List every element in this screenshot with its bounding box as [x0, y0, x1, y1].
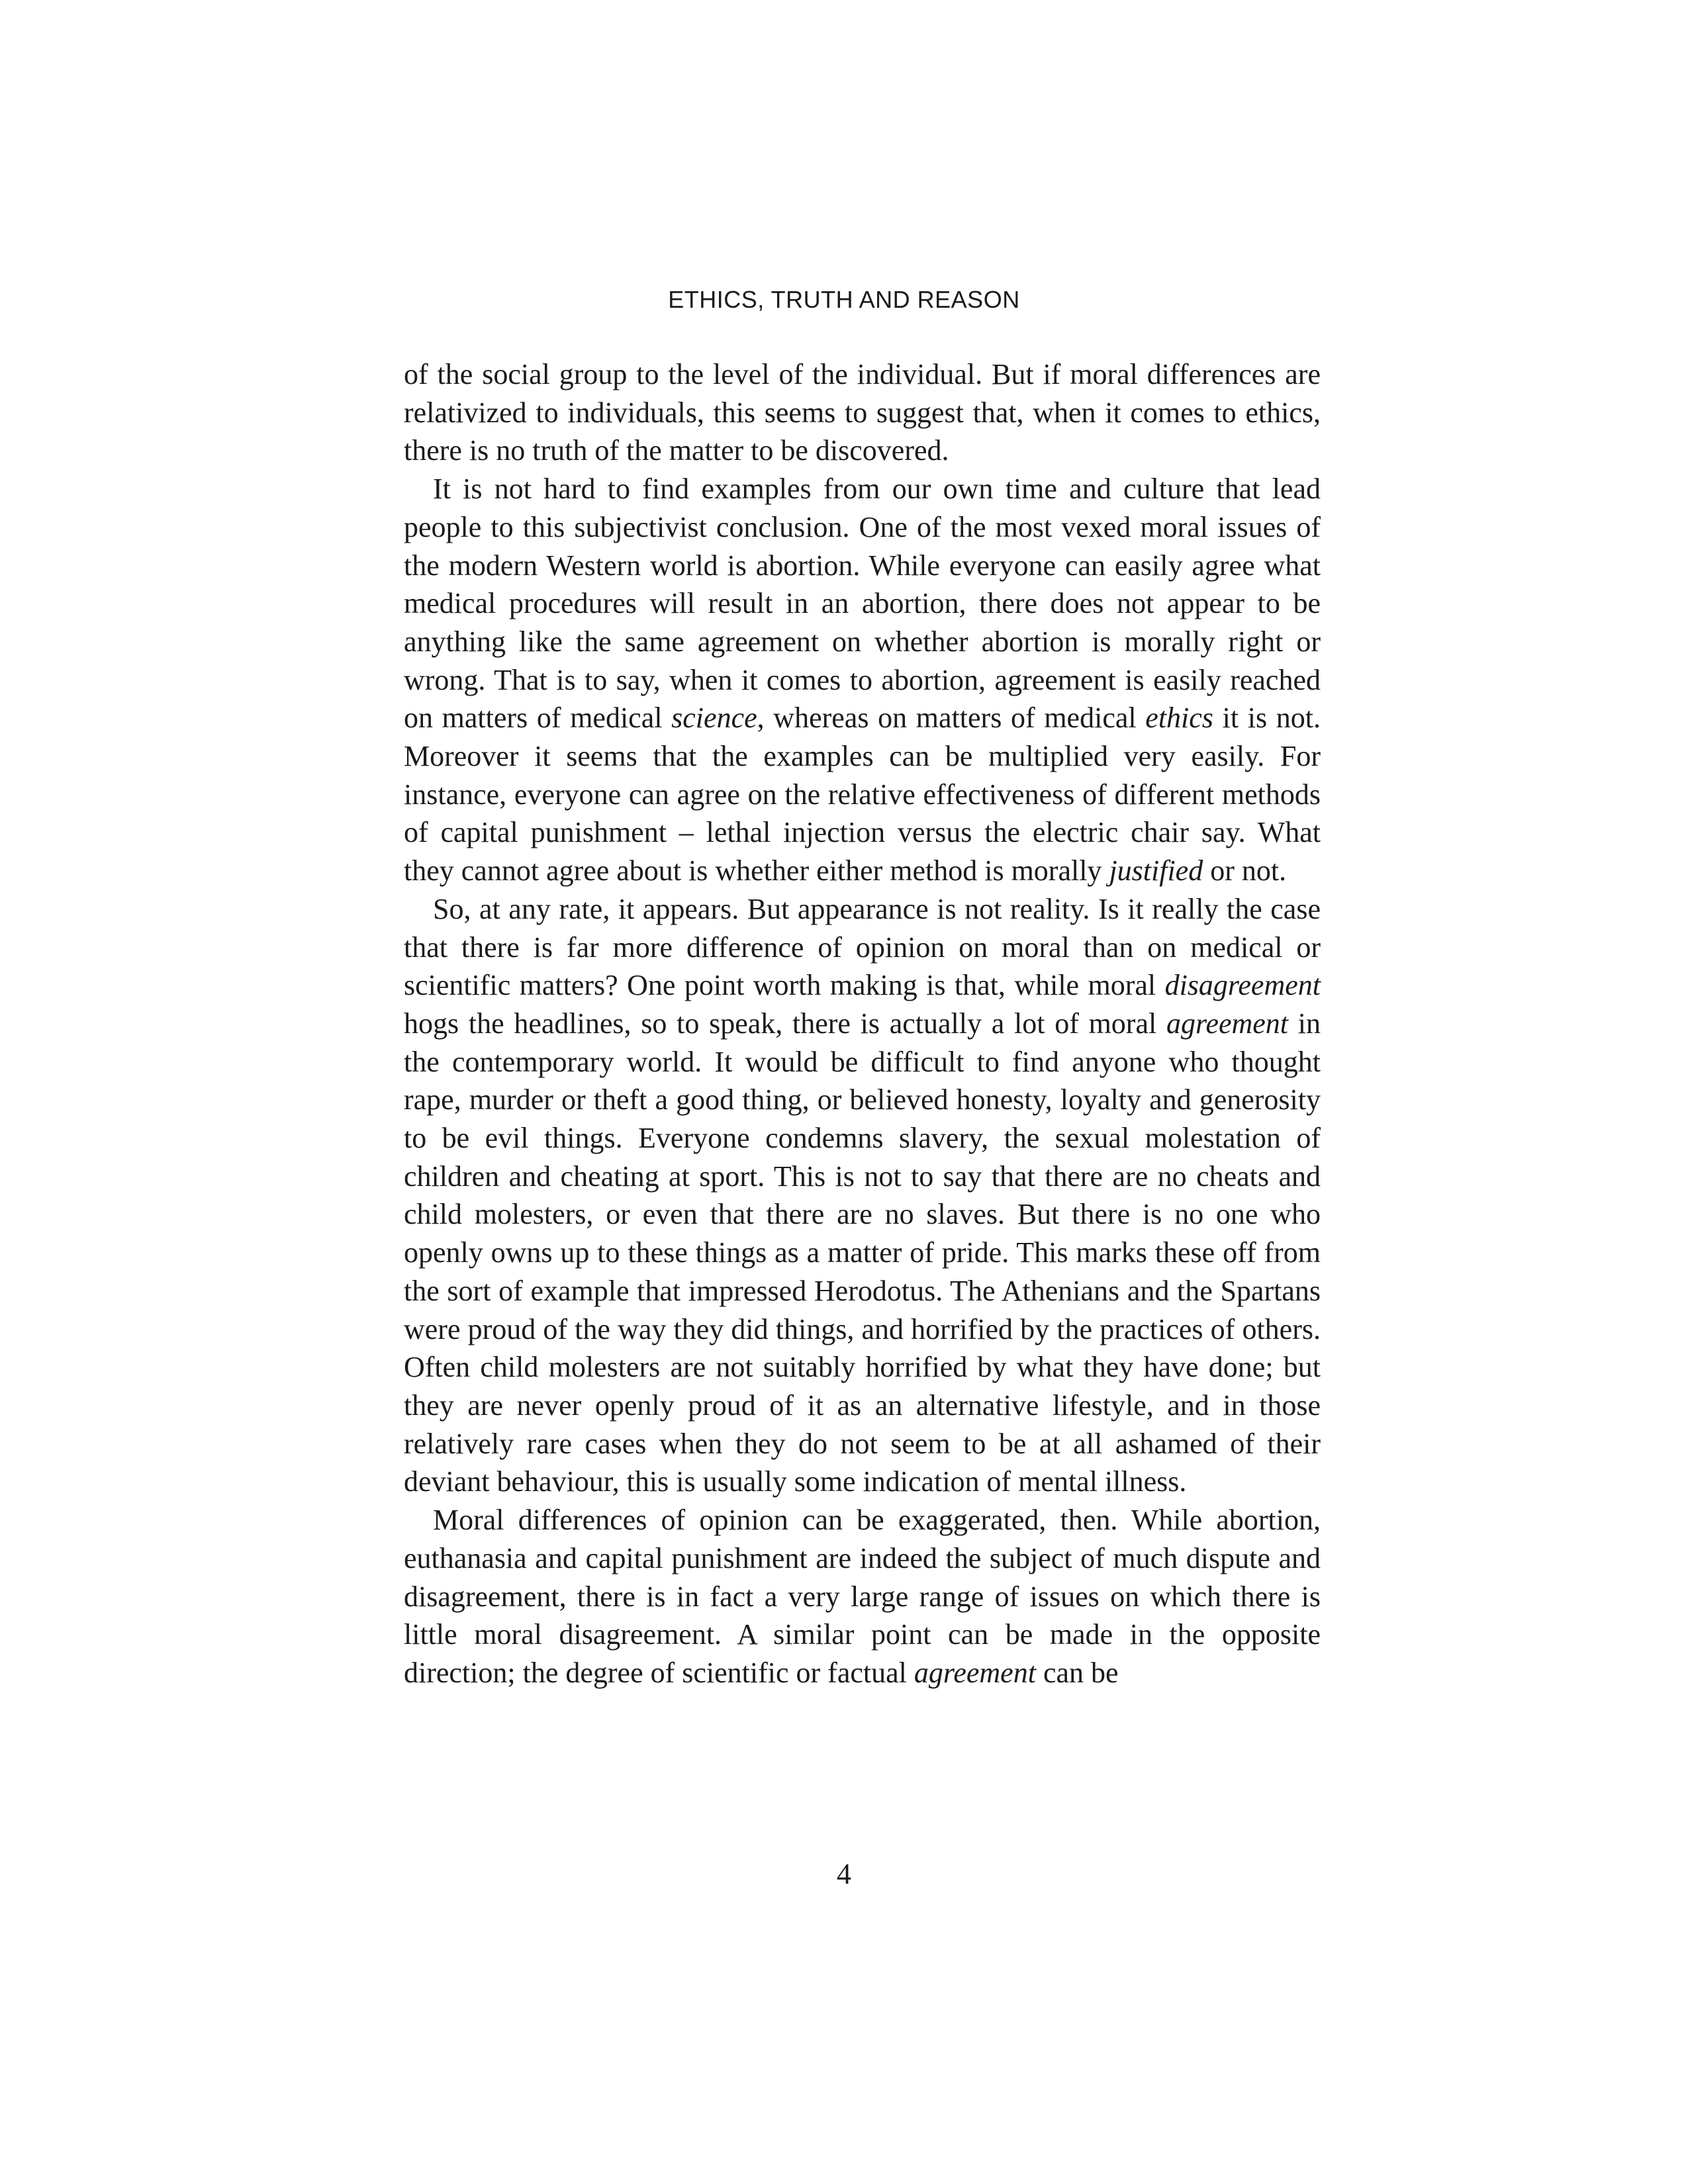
- paragraph-4-text-b: can be: [1035, 1656, 1119, 1689]
- emphasis-science: science: [671, 702, 757, 735]
- paragraph-2-text-b: , whereas on matters of medical: [757, 702, 1146, 735]
- emphasis-agreement-2: agreement: [914, 1656, 1036, 1689]
- running-head: ETHICS, TRUTH AND REASON: [668, 286, 1020, 313]
- paragraph-2-text-c: it is not. Moreover it seems that the examples can be multiplied very easily. For instance, everyone can agree on the relative effectiveness of different methods of capital punishment – lethal injection versus the electric chair say. What they cannot agree about is whether either method is morally: [404, 702, 1321, 887]
- paragraph-2-text-d: or not.: [1203, 854, 1287, 887]
- emphasis-disagreement: disagreement: [1164, 969, 1321, 1002]
- paragraph-2-text-a: It is not hard to find examples from our own time and culture that lead people to this subjectivist conclusion. One of the most vexed moral issues of the modern Western world is abortion. While everyone can easily agree what medical procedures will result in an abortion, there does not appear to be anything like the same agreement on whether abortion is morally right or wrong. That is to say, when it comes to abortion, agreement is easily reached on matters of medical: [404, 473, 1321, 735]
- paragraph-4: [404, 1501, 1321, 1692]
- body-text: [404, 355, 1321, 1692]
- paragraph-3-text-c: in the contemporary world. It would be difficult to find anyone who thought rape, murder or theft a good thing, or believed honesty, loyalty and generosity to be evil things. Everyone condemns slavery, the sexual molestation of children and cheating at sport. This is not to say that there are no cheats and child molesters, or even that there are no slaves. But there is no one who openly owns up to these things as a matter of pride. This marks these off from the sort of example that impressed Herodotus. The Athenians and the Spartans were proud of the way they did things, and horrified by the practices of others. Often child molesters are not suitably horrified by what they have done; but they are never openly proud of it as an alternative lifestyle, and in those relatively rare cases when they do not seem to be at all ashamed of their deviant behaviour, this is usually some indication of mental illness.: [404, 1007, 1321, 1498]
- emphasis-agreement: agreement: [1166, 1007, 1289, 1040]
- paragraph-3-text-b: hogs the headlines, so to speak, there is actually a lot of moral: [404, 1007, 1166, 1040]
- page-number: 4: [837, 1858, 851, 1890]
- paragraph-3: [404, 890, 1321, 1501]
- paragraph-4-text-a: Moral differences of opinion can be exaggerated, then. While abortion, euthanasia and capital punishment are indeed the subject of much dispute and disagreement, there is in fact a very large range of issues on which there is little moral disagreement. A similar point can be made in the opposite direction; the degree of scientific or factual: [404, 1504, 1321, 1689]
- emphasis-ethics: ethics: [1145, 702, 1213, 735]
- paragraph-1: of the social group to the level of the individual. But if moral differences are relativized to individuals, this seems to suggest that, when it comes to ethics, there is no truth of the matter to be discovered.: [404, 358, 1321, 467]
- paragraph-3-text-a: So, at any rate, it appears. But appearance is not reality. Is it really the case that there is far more difference of opinion on moral than on medical or scientific matters? One point worth making is that, while moral: [404, 892, 1321, 1002]
- paragraph-2: [404, 470, 1321, 890]
- emphasis-justified: justified: [1109, 854, 1203, 887]
